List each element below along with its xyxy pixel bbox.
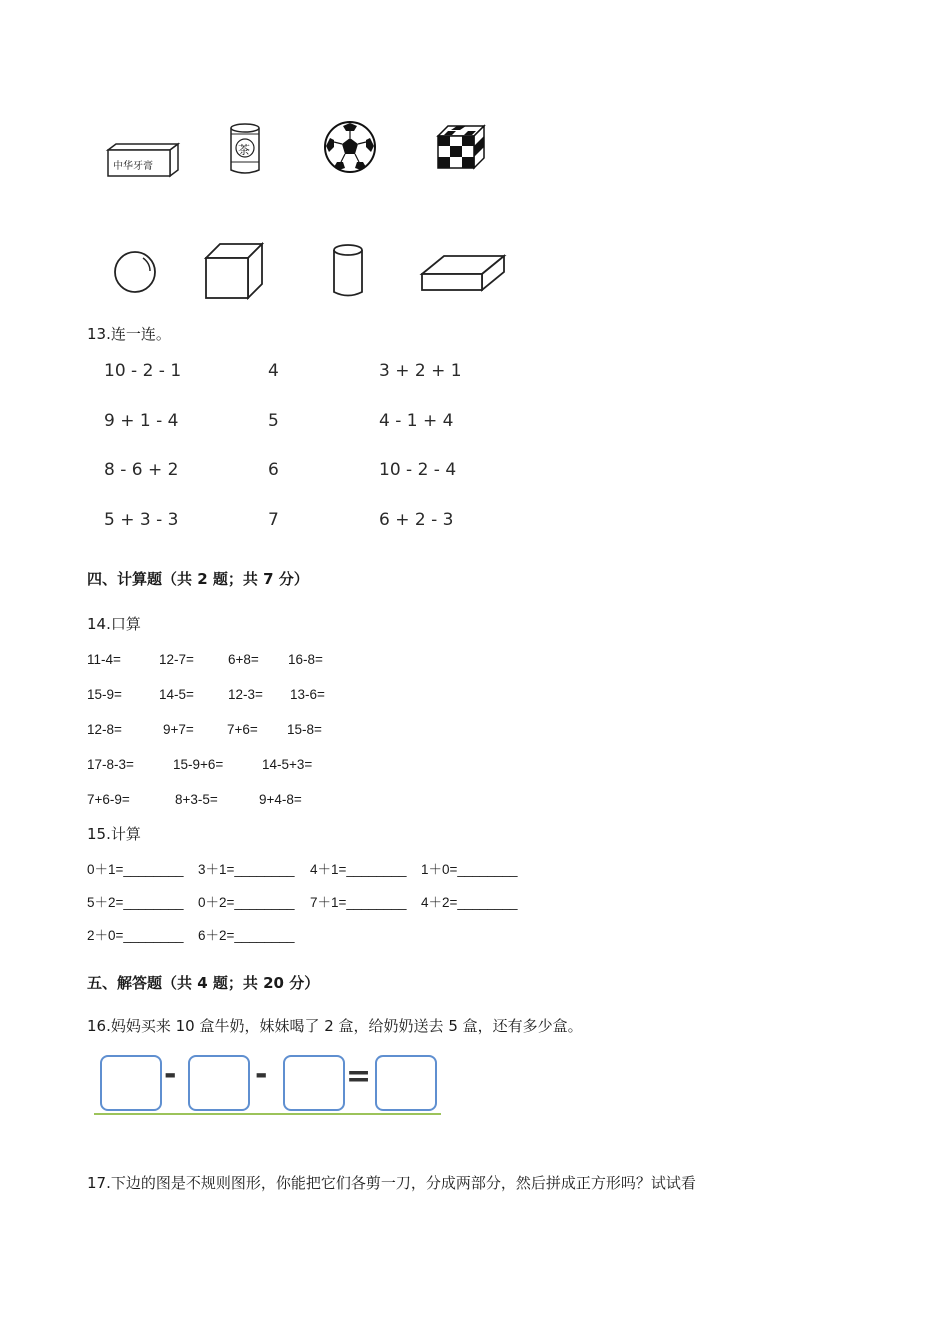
- answer-box[interactable]: [100, 1055, 162, 1111]
- q13-col1-item: 10 - 2 - 1: [104, 361, 182, 381]
- section-4-heading: 四、计算题（共 2 题；共 7 分）: [87, 570, 309, 588]
- sphere-icon: [112, 249, 160, 295]
- rubiks-cube-icon: [436, 124, 488, 170]
- q14-item: 14-5+3=: [262, 757, 313, 772]
- minus-sign: -: [255, 1057, 268, 1092]
- q13-col1-item: 8 - 6 + 2: [104, 460, 179, 480]
- q15-title: 15.计算: [87, 825, 141, 843]
- section-5-heading: 五、解答题（共 4 题；共 20 分）: [87, 974, 320, 992]
- soccer-ball-icon: [323, 120, 377, 174]
- q15-item: 4＋2=________: [421, 895, 518, 910]
- q14-item: 16-8=: [288, 652, 323, 667]
- cube-icon: [204, 242, 266, 300]
- q14-item: 7+6-9=: [87, 792, 130, 807]
- q14-item: 12-8=: [87, 722, 122, 737]
- equals-sign: =: [346, 1059, 372, 1094]
- toothpaste-label: 中华牙膏: [113, 161, 153, 172]
- q14-item: 9+7=: [163, 722, 194, 737]
- q14-item: 11-4=: [87, 652, 121, 667]
- q13-col3-item: 6 + 2 - 3: [379, 510, 454, 530]
- toothpaste-box-icon: [104, 140, 182, 180]
- q15-item: 7＋1=________: [310, 895, 407, 910]
- minus-sign: -: [164, 1057, 177, 1092]
- answer-box[interactable]: [188, 1055, 250, 1111]
- q14-item: 12-7=: [159, 652, 194, 667]
- q15-item: 5＋2=________: [87, 895, 184, 910]
- underline: [94, 1113, 441, 1115]
- q15-item: 0＋1=________: [87, 862, 184, 877]
- q13-col1-item: 9 + 1 - 4: [104, 411, 179, 431]
- cylinder-icon: [330, 243, 368, 301]
- tea-can-icon: [225, 122, 265, 178]
- q14-item: 15-9+6=: [173, 757, 224, 772]
- q17-title: 17.下边的图是不规则图形，你能把它们各剪一刀，分成两部分，然后拼成正方形吗？试试看: [87, 1174, 696, 1192]
- q13-col3-item: 10 - 2 - 4: [379, 460, 457, 480]
- q14-item: 8+3-5=: [175, 792, 218, 807]
- q15-item: 2＋0=________: [87, 928, 184, 943]
- q13-col2-item: 7: [268, 510, 279, 530]
- q15-item: 4＋1=________: [310, 862, 407, 877]
- q13-col3-item: 3 + 2 + 1: [379, 361, 462, 381]
- q14-item: 13-6=: [290, 687, 325, 702]
- q15-item: 6＋2=________: [198, 928, 295, 943]
- q13-title: 13.连一连。: [87, 325, 171, 343]
- answer-box[interactable]: [283, 1055, 345, 1111]
- q14-item: 14-5=: [159, 687, 194, 702]
- tea-can-label: 茶: [238, 143, 251, 157]
- q13-col3-item: 4 - 1 + 4: [379, 411, 454, 431]
- q14-item: 9+4-8=: [259, 792, 302, 807]
- q14-item: 15-9=: [87, 687, 122, 702]
- q16-title: 16.妈妈买来 10 盒牛奶，妹妹喝了 2 盒，给奶奶送去 5 盒，还有多少盒。: [87, 1017, 583, 1035]
- q15-item: 1＋0=________: [421, 862, 518, 877]
- q14-item: 17-8-3=: [87, 757, 134, 772]
- q15-item: 3＋1=________: [198, 862, 295, 877]
- q13-col1-item: 5 + 3 - 3: [104, 510, 179, 530]
- q15-item: 0＋2=________: [198, 895, 295, 910]
- answer-box[interactable]: [375, 1055, 437, 1111]
- q14-item: 15-8=: [287, 722, 322, 737]
- q13-col2-item: 4: [268, 361, 279, 381]
- q13-col2-item: 6: [268, 460, 279, 480]
- q14-item: 12-3=: [228, 687, 263, 702]
- cuboid-icon: [420, 252, 508, 294]
- q14-title: 14.口算: [87, 615, 141, 633]
- q14-item: 7+6=: [227, 722, 258, 737]
- q13-col2-item: 5: [268, 411, 279, 431]
- q14-item: 6+8=: [228, 652, 259, 667]
